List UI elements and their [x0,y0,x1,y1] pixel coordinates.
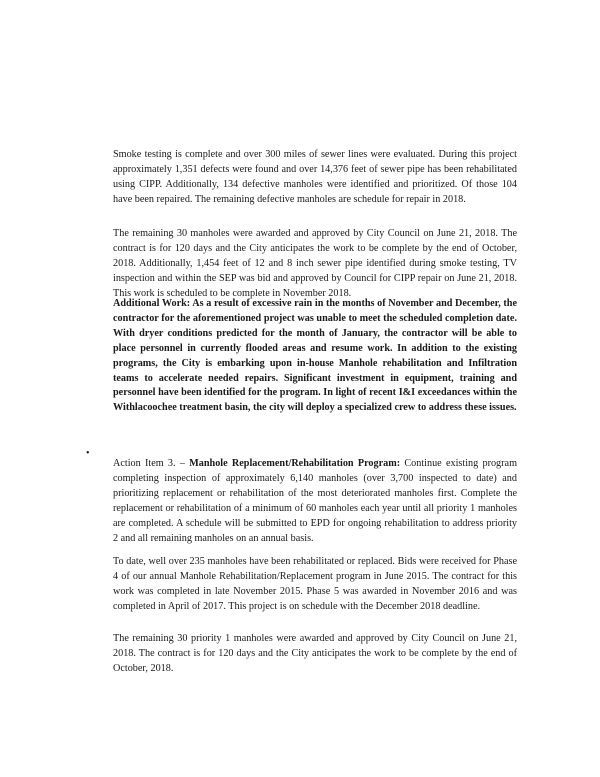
paragraph-priority-1-manholes: The remaining 30 priority 1 manholes were awarded and approved by City Council on June 21, 2018. The contract is for 120 days and the City anticipates the work to be complete by the end of October, 2018. [113,633,517,674]
action-item-prefix: Action Item 3. – [113,458,190,470]
bullet-icon: • [86,448,90,459]
paragraph-remaining-manholes: The remaining 30 manholes were awarded and approved by City Council on June 21, 2018. The contract is for 120 days and the City anticipates the work to be complete by the end of October, 2018. Additionally, 1,454 feet of 12 and 8 inch sewer pipe identified during smoke testing, TV inspection and within the SEP was bid and approved by Council for CIPP repair on June 21, 2018. This work is scheduled to be complete in November 2018. [113,228,517,299]
action-item-title: Manhole Replacement/Rehabilitation Program: [189,458,401,470]
paragraph-to-date: To date, well over 235 manholes have been rehabilitated or replaced. Bids were received for Phase 4 of our annual Manhole Rehabilitation/Replacement program in June 2015. The contract for this work was completed in late November 2015. Phase 5 was awarded in November 2016 and was completed in April of 2017. This project is on schedule with the December 2018 deadline. [113,556,517,612]
paragraph-smoke-testing: Smoke testing is complete and over 300 miles of sewer lines were evaluated. During this project approximately 1,351 defects were found and over 14,376 feet of sewer pipe has been rehabilitated using CIPP. Additionally, 134 defective manholes were identified and prioritized. Of those 104 have been repaired. The remaining defective manholes are schedule for repair in 2018. [113,149,517,205]
action-item-paragraph [113,457,517,546]
action-item-body: Continue existing program completing inspection of approximately 6,140 manholes (over 3,700 inspected to date) and prioritizing replacement or rehabilitation of the most deteriorated manholes first. Complete the replacement or rehabilitation of a minimum of 60 manholes each year until all priority 1 manholes are completed. A schedule will be submitted to EPD for ongoing rehabilitation to address priority 2 and all remaining manholes on an annual basis. [113,458,517,544]
action-item-3 [86,447,517,557]
paragraph-additional-work: Additional Work: As a result of excessive rain in the months of November and December, the contractor for the aforementioned project was unable to meet the scheduled completion date. With dryer conditions predicted for the month of January, the contractor will be able to place personnel in currently flooded areas and resume work. In addition to the existing programs, the City is embarking upon in-house Manhole rehabilitation and Infiltration teams to accelerate needed repairs. Significant investment in equipment, training and personnel have been identified for the program. In light of recent I&I exceedances within the Withlacoochee treatment basin, the city will deploy a specialized crew to address these issues. [113,298,517,414]
